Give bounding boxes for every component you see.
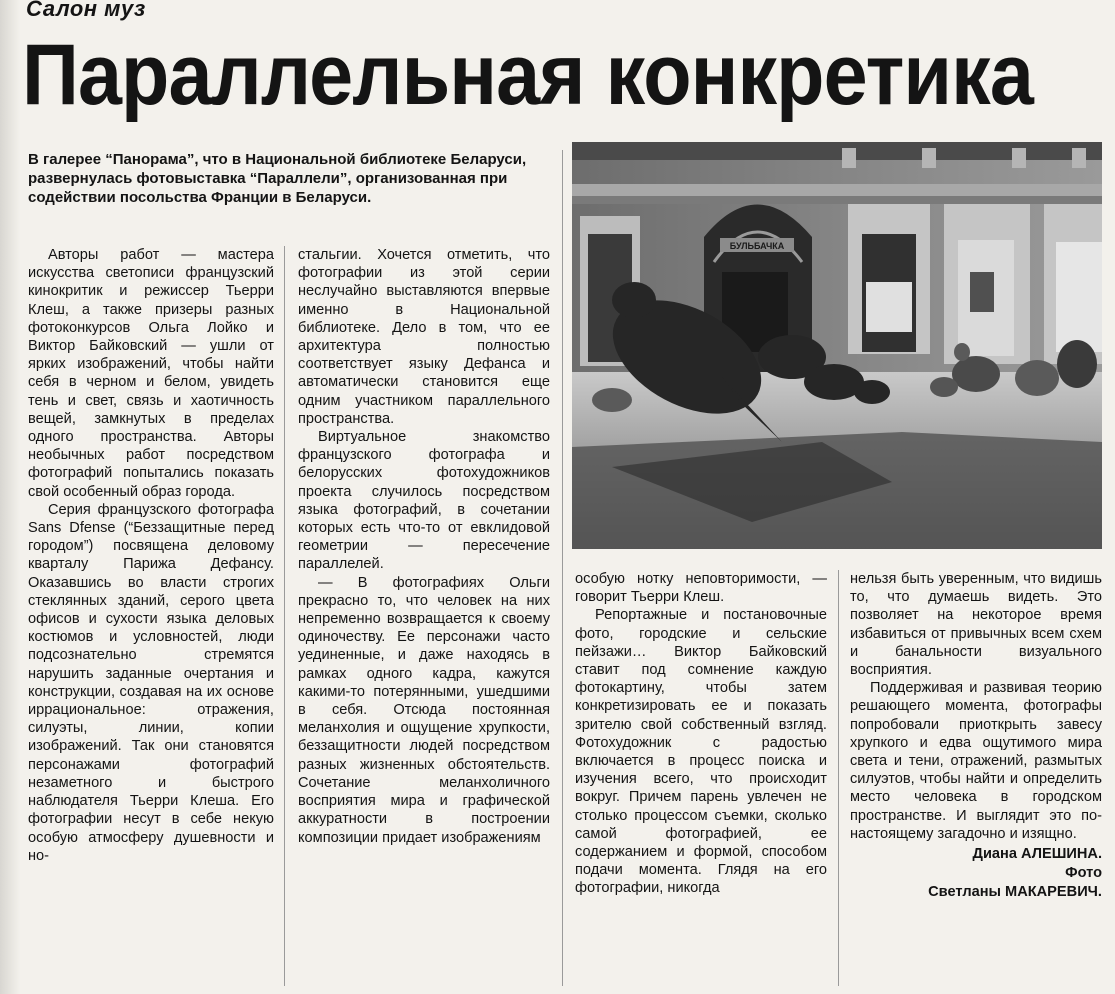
byline-author: Диана АЛЕШИНА. [972, 846, 1102, 863]
column-divider [284, 246, 285, 986]
byline-photo-label: Фото [1065, 865, 1102, 882]
shop-sign: БУЛЬБАЧКА [729, 241, 785, 251]
column-divider [562, 150, 563, 986]
article-lead: В галерее “Панорама”, что в Национальной библиотеке Беларуси, развернулась фотовыставка “Параллели”, организованная при содействии посольства Франции в Беларуси. [28, 151, 527, 206]
article-photo [572, 142, 1102, 549]
windows-right [848, 204, 1102, 364]
pigeons-street-photo [572, 142, 1102, 549]
article-paragraph: Репортажные и постановочные фото, городские и сельские пейзажи… Виктор Байковский ставит под сомнение каждую фотокартину, чтобы затем конкретизировать ее и показать зрителю свой собственный взгляд. Фотохудожник с радостью включается в процесс поиска и изучения всего, что происходит вокруг. Причем парень увлечен не столько процессом съемки, сколько самой фотографией, ее содержанием и формой, способом подачи момента. Глядя на его фотографии, никогда [575, 607, 827, 897]
byline-photographer: Светланы МАКАРЕВИЧ. [928, 884, 1102, 901]
article-column-3 [575, 570, 827, 898]
article-paragraph: Серия французского фотографа Sans Dfense (“Беззащитные перед городом”) посвящена деловому кварталу Парижа Дефансу. Оказавшись во власти строгих стеклянных зданий, серого цвета офисов и сухости языка деловых костюмов и условностей, люди подсознательно стремятся нарушить заданные очертания и конструкции, создавая на их основе иррациональное: отражения, силуэты, линии, копии изображений. Так они становятся персонажами фотографий незаметного и быстрого наблюдателя Тьерри Клеша. Его фотографии несут в себе некую особую атмосферу душевности и но- [28, 501, 274, 864]
rubric-label: Салон муз [26, 0, 146, 21]
column-divider [838, 570, 839, 986]
page-scan-edge [0, 0, 20, 994]
article-paragraph: особую нотку неповторимости, — говорит Тьерри Клеш. [575, 571, 827, 606]
article-paragraph: Поддерживая и развивая теорию решающего момента, фотографы попробовали приоткрыть завесу хрупкого и едва ощутимого мира света и тени, отражений, размытых силуэтов, чтобы найти и определить место человека в городском пространстве. И выглядит это по-настоящему загадочно и изящно. [850, 680, 1102, 842]
article-column-1 [28, 246, 274, 865]
article-column-4 [850, 570, 1102, 902]
article-paragraph: нельзя быть уверенным, что видишь то, что думаешь видеть. Это позволяет на некоторое время избавиться от привычных всем схем и банальности визуального восприятия. [850, 571, 1102, 679]
article-headline: Параллельная конкретика [22, 27, 1033, 123]
article-column-2 [298, 246, 550, 847]
article-paragraph: стальгии. Хочется отметить, что фотографии из этой серии неслучайно выставляются впервые именно в Национальной библиотеке. Дело в том, что ее архитектура полностью соответствует языку Дефанса и автоматически становится еще одним участником параллельного пространства. [298, 247, 550, 427]
article-paragraph: Виртуальное знакомство французского фотографа и белорусских фотохудожников проекта случилось посредством языка фотографий, в сочетании которых есть что-то от евклидовой геометрии — пересечение параллелей. [298, 429, 550, 573]
article-paragraph: — В фотографиях Ольги прекрасно то, что человек на них непременно возвращается к своему одиночеству. Ее персонажи часто уединенные, и даже находясь в рамках одного кадра, кажутся какими-то потерянными, ушедшими в себя. Отсюда постоянная меланхолия и ощущение хрупкости, беззащитности людей посредством разных жизненных обстоятельств. Сочетание меланхоличного восприятия мира и графической аккуратности в построении композиции придает изображениям [298, 574, 550, 846]
article-paragraph: Авторы работ — мастера искусства светописи французский кинокритик и режиссер Тьерри Клеш, а также призеры разных фотоконкурсов Ольга Лойко и Виктор Байковский — ушли от ярких изображений, чтобы найти себя в черном и белом, увидеть тень и свет, связь и хаотичность вещей, замкнутых в пределах одного пространства. Авторы необычных работ посредством фотографий попытались показать свой особенный образ города. [28, 247, 274, 500]
article-byline [850, 845, 1102, 902]
